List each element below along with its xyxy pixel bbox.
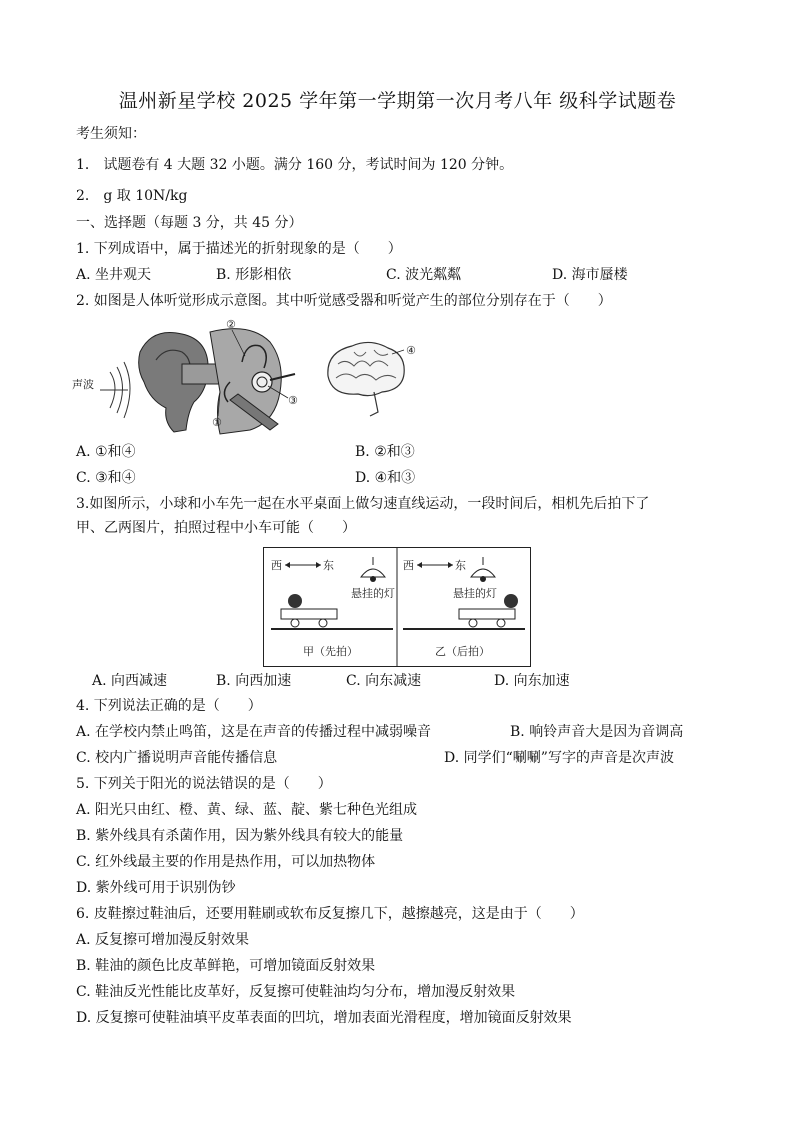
hearing-diagram (70, 312, 430, 442)
sound-wave-arcs (100, 362, 130, 418)
q5-option-a: A. 阳光只由红、橙、黄、绿、蓝、靛、紫七种色光组成 (76, 802, 418, 818)
q4-option-a: A. 在学校内禁止鸣笛，这是在声音的传播过程中减弱噪音 (76, 724, 432, 740)
q2-option-b: B. ②和③ (355, 444, 415, 460)
q5-stem: 5. 下列关于阳光的说法错误的是（ ） (76, 776, 332, 792)
q3-option-d: D. 向东加速 (494, 673, 570, 689)
caption-b: 乙（后拍） (435, 645, 490, 658)
marker-4: ④ (406, 344, 416, 357)
panel-a-east: 东 (323, 559, 334, 572)
panel-a-west: 西 (271, 559, 282, 572)
q4-option-d: D. 同学们“唰唰”写字的声音是次声波 (444, 750, 674, 766)
panel-b-west: 西 (403, 559, 414, 572)
marker-2: ② (226, 318, 236, 331)
marker-1: ① (212, 416, 222, 429)
q4-option-b: B. 响铃声音大是因为音调高 (510, 724, 684, 740)
q4-stem: 4. 下列说法正确的是（ ） (76, 698, 262, 714)
q2-option-a: A. ①和④ (76, 444, 136, 460)
notice-item-2: 2． g 取 10N/kg (76, 188, 188, 204)
panel-b-east: 东 (455, 559, 466, 572)
sound-wave-label: 声波 (72, 378, 94, 391)
panel-a-lamp: 悬挂的灯 (351, 587, 395, 600)
q5-option-b: B. 紫外线具有杀菌作用，因为紫外线具有较大的能量 (76, 828, 404, 844)
q3-option-c: C. 向东减速 (346, 673, 422, 689)
q6-stem: 6. 皮鞋擦过鞋油后，还要用鞋刷或软布反复擦几下，越擦越亮，这是由于（ ） (76, 906, 584, 922)
caption-a: 甲（先拍） (303, 645, 358, 658)
ball-b (504, 594, 518, 608)
q6-option-c: C. 鞋油反光性能比皮革好，反复擦可使鞋油均匀分布，增加漫反射效果 (76, 984, 516, 1000)
q1-option-c: C. 波光粼粼 (386, 267, 462, 283)
ball-a (288, 594, 302, 608)
section-heading: 一、选择题（每题 3 分，共 45 分） (76, 215, 303, 231)
q1-option-d: D. 海市蜃楼 (552, 267, 628, 283)
cart-ball-figure (263, 547, 531, 667)
q4-option-c: C. 校内广播说明声音能传播信息 (76, 750, 278, 766)
q2-option-d: D. ④和③ (355, 470, 416, 486)
q3-option-a: A. 向西减速 (92, 673, 168, 689)
q6-option-d: D. 反复擦可使鞋油填平皮革表面的凹坑，增加表面光滑程度，增加镜面反射效果 (76, 1010, 572, 1026)
q1-stem: 1. 下列成语中，属于描述光的折射现象的是（ ） (76, 241, 402, 257)
q2-stem: 2. 如图是人体听觉形成示意图。其中听觉感受器和听觉产生的部位分别存在于（ ） (76, 293, 612, 309)
q6-option-a: A. 反复擦可增加漫反射效果 (76, 932, 250, 948)
exam-title: 温州新星学校 2025 学年第一学期第一次月考八年 级科学试题卷 (118, 90, 677, 112)
q5-option-c: C. 红外线最主要的作用是热作用，可以加热物体 (76, 854, 376, 870)
q1-option-a: A. 坐井观天 (76, 267, 152, 283)
panel-b-lamp: 悬挂的灯 (453, 587, 497, 600)
q1-option-b: B. 形影相依 (216, 267, 292, 283)
q3-stem-line2: 甲、乙两图片，拍照过程中小车可能（ ） (76, 520, 356, 536)
q2-option-c: C. ③和④ (76, 470, 136, 486)
marker-3: ③ (288, 394, 298, 407)
q3-option-b: B. 向西加速 (216, 673, 292, 689)
q6-option-b: B. 鞋油的颜色比皮革鲜艳，可增加镜面反射效果 (76, 958, 376, 974)
notice-item-1: 1． 试题卷有 4 大题 32 小题。满分 160 分，考试时间为 120 分钟。 (76, 157, 514, 173)
q3-stem-line1: 3.如图所示，小球和小车先一起在水平桌面上做匀速直线运动，一段时间后，相机先后拍下了 (76, 496, 650, 512)
q5-option-d: D. 紫外线可用于识别伪钞 (76, 880, 236, 896)
notice-heading: 考生须知： (76, 126, 146, 142)
cochlea-shape (252, 372, 272, 392)
